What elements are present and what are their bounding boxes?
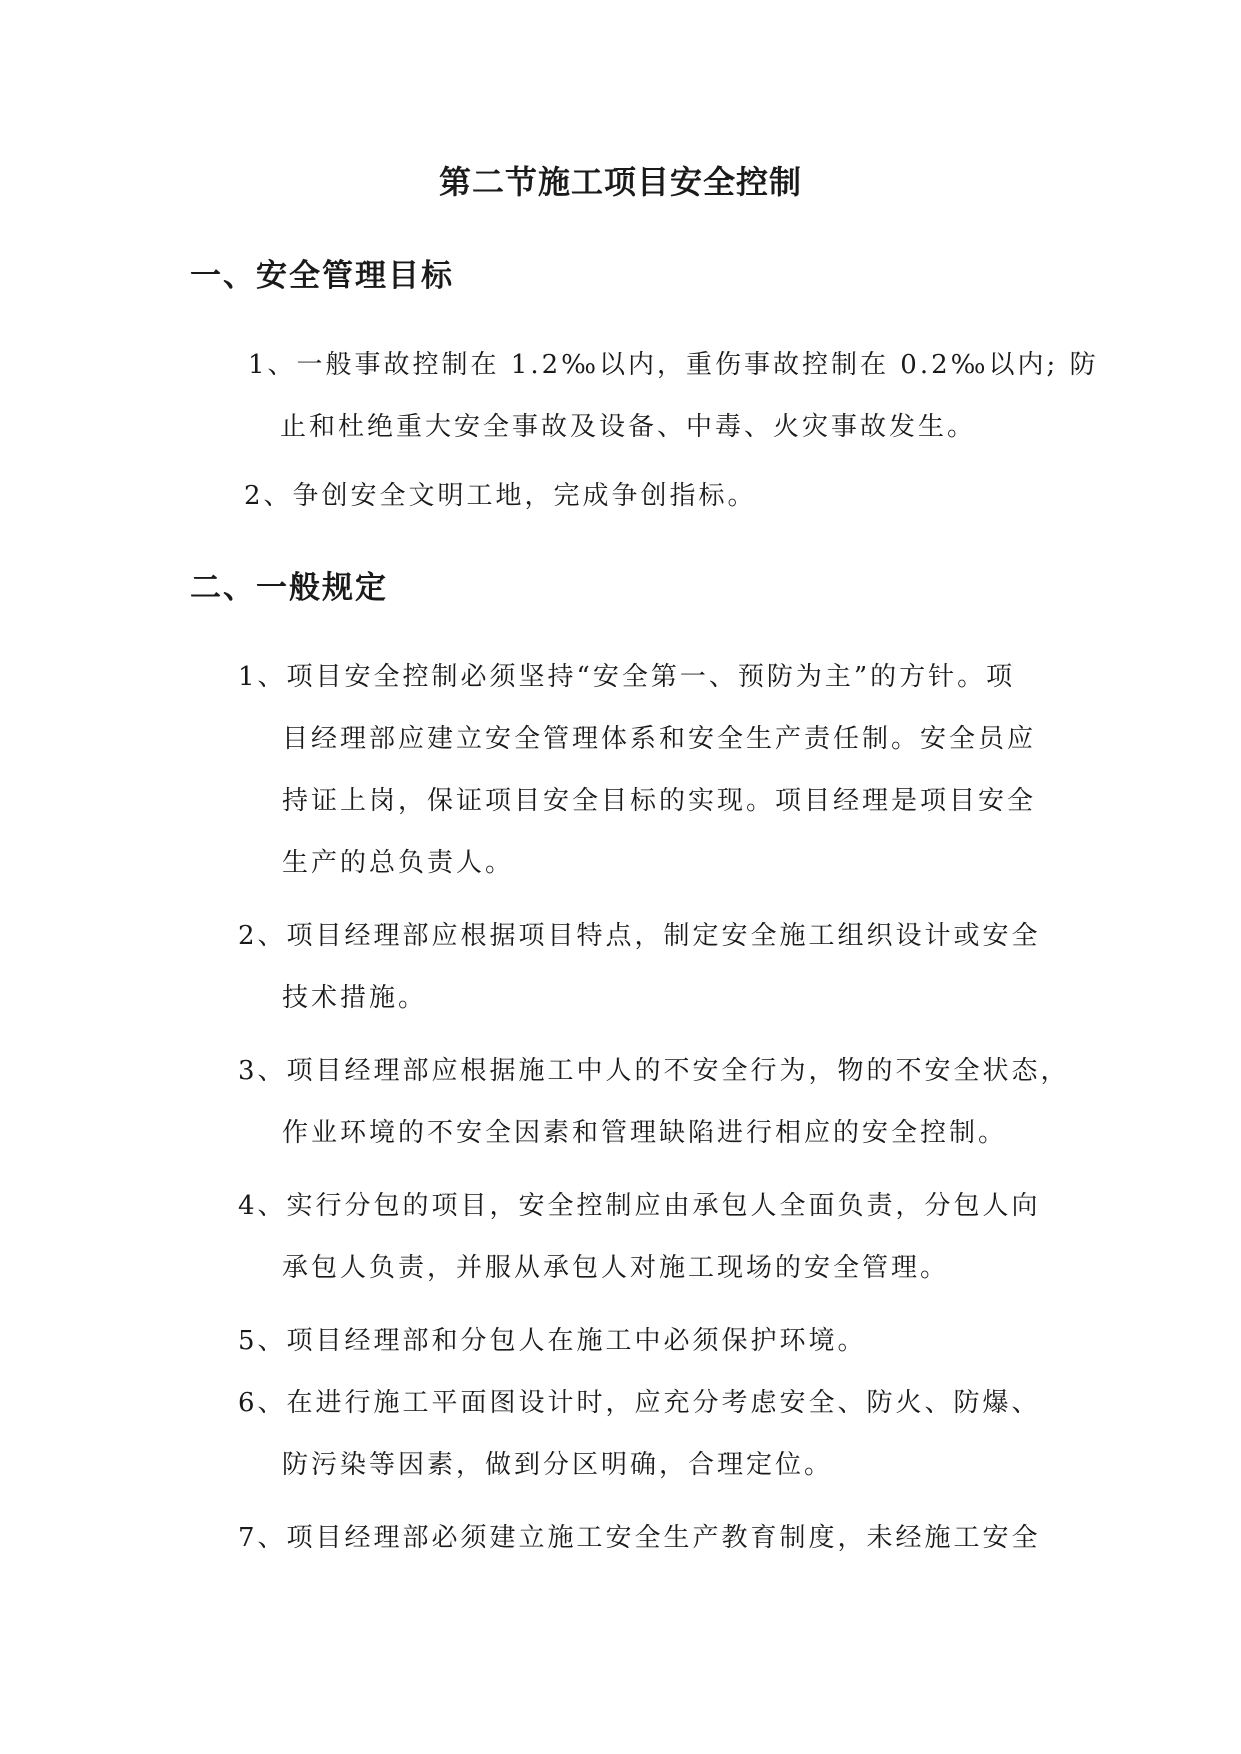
paragraph-line: 2、项目经理部应根据项目特点，制定安全施工组织设计或安全 — [238, 921, 1041, 951]
paragraph-line: 6、在进行施工平面图设计时，应充分考虑安全、防火、防爆、 — [238, 1388, 1041, 1418]
paragraph-line: 4、实行分包的项目，安全控制应由承包人全面负责，分包人向 — [238, 1191, 1041, 1221]
paragraph-line: 目经理部应建立安全管理体系和安全生产责任制。安全员应 — [282, 724, 1037, 754]
paragraph-line: 承包人负责，并服从承包人对施工现场的安全管理。 — [282, 1253, 950, 1283]
paragraph-line: 防污染等因素，做到分区明确，合理定位。 — [282, 1450, 834, 1480]
paragraph-line: 7、项目经理部必须建立施工安全生产教育制度，未经施工安全 — [238, 1523, 1041, 1553]
section-heading-general-rules: 二、一般规定 — [190, 570, 388, 606]
paragraph-line: 持证上岗，保证项目安全目标的实现。项目经理是项目安全 — [282, 786, 1037, 816]
paragraph-line: 生产的总负责人。 — [282, 848, 515, 878]
paragraph-line: 1、项目安全控制必须坚持“安全第一、预防为主”的方针。项 — [238, 662, 1016, 692]
paragraph-line: 止和杜绝重大安全事故及设备、中毒、火灾事故发生。 — [280, 412, 977, 442]
paragraph-line: 5、项目经理部和分包人在施工中必须保护环境。 — [238, 1326, 867, 1356]
paragraph-line: 3、项目经理部应根据施工中人的不安全行为，物的不安全状态， — [238, 1056, 1070, 1086]
paragraph-line: 1、一般事故控制在 1.2‰以内，重伤事故控制在 0.2‰以内; 防 — [248, 350, 1099, 380]
section-heading-safety-goals: 一、安全管理目标 — [190, 258, 454, 294]
paragraph-line: 作业环境的不安全因素和管理缺陷进行相应的安全控制。 — [282, 1118, 1008, 1148]
page-title: 第二节施工项目安全控制 — [438, 163, 802, 201]
paragraph-line: 2、争创安全文明工地，完成争创指标。 — [244, 481, 757, 511]
paragraph-line: 技术措施。 — [282, 983, 428, 1013]
